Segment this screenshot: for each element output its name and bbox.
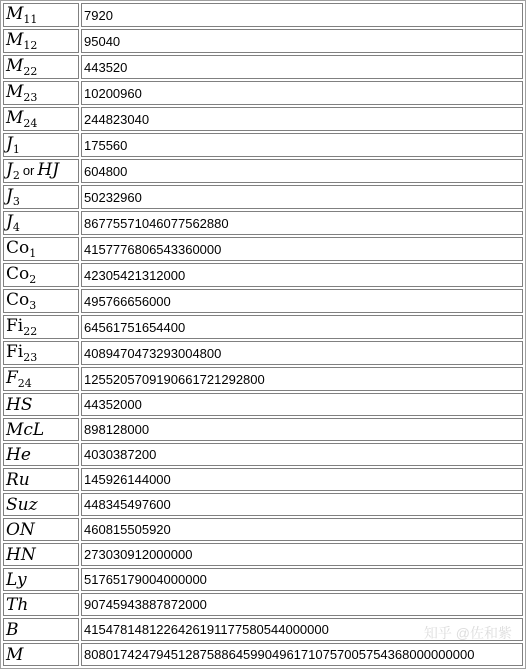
group-order: 495766656000	[81, 289, 523, 313]
group-order: 4154781481226426191177580544000000	[81, 618, 523, 641]
group-name	[3, 3, 79, 27]
group-symbol: Fi	[6, 316, 24, 336]
group-order: 808017424794512875886459904961710757005754368000000000	[81, 643, 523, 666]
table-row	[3, 289, 523, 313]
group-order: 95040	[81, 29, 523, 53]
group-symbol: F	[6, 368, 18, 388]
group-subscript: 23	[23, 91, 38, 104]
group-order: 460815505920	[81, 518, 523, 541]
group-symbol: Co	[6, 290, 30, 310]
group-subscript: 24	[23, 117, 38, 130]
group-symbol: J	[6, 160, 13, 180]
group-subscript: 22	[23, 325, 38, 338]
table-row	[3, 55, 523, 79]
table-row	[3, 3, 523, 27]
group-name	[3, 55, 79, 79]
table-row	[3, 107, 523, 131]
table-row	[3, 185, 523, 209]
group-symbol: J	[6, 212, 13, 232]
group-name	[3, 211, 79, 235]
table-row	[3, 468, 523, 491]
group-symbol: Ly	[6, 569, 27, 590]
group-name	[3, 107, 79, 131]
group-order: 64561751654400	[81, 315, 523, 339]
group-name	[3, 237, 79, 261]
group-symbol: M	[6, 56, 24, 76]
group-name	[3, 493, 79, 516]
group-symbol: B	[6, 619, 19, 640]
group-symbol: M	[6, 82, 24, 102]
group-order: 1255205709190661721292800	[81, 367, 523, 391]
group-name	[3, 133, 79, 157]
table-row	[3, 418, 523, 441]
group-order: 4157776806543360000	[81, 237, 523, 261]
group-order: 175560	[81, 133, 523, 157]
group-order: 7920	[81, 3, 523, 27]
group-subscript: 2	[29, 273, 37, 286]
group-order: 4089470473293004800	[81, 341, 523, 365]
group-name	[3, 185, 79, 209]
group-order: 604800	[81, 159, 523, 183]
table-row	[3, 443, 523, 466]
group-symbol: Suz	[6, 494, 38, 515]
group-order: 443520	[81, 55, 523, 79]
group-subscript: 3	[12, 195, 20, 208]
group-name	[3, 518, 79, 541]
group-name	[3, 393, 79, 416]
group-order: 86775571046077562880	[81, 211, 523, 235]
group-subscript: 24	[17, 377, 32, 390]
group-symbol: M	[6, 644, 24, 665]
group-symbol: M	[6, 108, 24, 128]
group-symbol: Fi	[6, 342, 24, 362]
group-name	[3, 543, 79, 566]
table-row	[3, 593, 523, 616]
table-row	[3, 81, 523, 105]
group-order: 4030387200	[81, 443, 523, 466]
group-order: 898128000	[81, 418, 523, 441]
table-row	[3, 393, 523, 416]
group-subscript: 22	[23, 65, 38, 78]
group-symbol: M	[6, 4, 24, 24]
group-symbol: ON	[6, 519, 35, 540]
table-row	[3, 29, 523, 53]
group-symbol: Th	[6, 594, 29, 615]
group-order: 44352000	[81, 393, 523, 416]
group-name	[3, 618, 79, 641]
group-name	[3, 159, 79, 183]
table-row	[3, 237, 523, 261]
group-name	[3, 367, 79, 391]
group-symbol: Co	[6, 238, 30, 258]
group-name	[3, 81, 79, 105]
group-order: 10200960	[81, 81, 523, 105]
group-subscript: 23	[23, 351, 38, 364]
group-subscript: 1	[29, 247, 37, 260]
group-name	[3, 29, 79, 53]
group-order: 273030912000000	[81, 543, 523, 566]
group-symbol: HS	[6, 394, 33, 415]
table-row	[3, 493, 523, 516]
table-row	[3, 568, 523, 591]
group-symbol: J	[6, 186, 13, 206]
group-name	[3, 341, 79, 365]
table-row	[3, 543, 523, 566]
group-name	[3, 418, 79, 441]
table-row	[3, 341, 523, 365]
group-name	[3, 263, 79, 287]
group-name	[3, 315, 79, 339]
table-row	[3, 518, 523, 541]
group-subscript: 11	[23, 13, 38, 26]
group-name	[3, 468, 79, 491]
group-subscript: 2	[12, 169, 20, 182]
watermark: 知乎 @佐和紫	[423, 625, 512, 641]
group-subscript: 12	[23, 39, 38, 52]
group-symbol: M	[6, 30, 24, 50]
group-name	[3, 568, 79, 591]
table-row	[3, 263, 523, 287]
group-symbol: He	[6, 444, 31, 465]
table-row	[3, 133, 523, 157]
group-symbol: J	[6, 134, 13, 154]
table-row	[3, 367, 523, 391]
table-row	[3, 315, 523, 339]
table-row	[3, 159, 523, 183]
group-order: 145926144000	[81, 468, 523, 491]
group-subscript: 4	[12, 221, 20, 234]
group-subscript: 3	[29, 299, 37, 312]
group-subscript: 1	[12, 143, 20, 156]
group-order: 51765179004000000	[81, 568, 523, 591]
table-row	[3, 211, 523, 235]
group-order: 448345497600	[81, 493, 523, 516]
group-symbol: Co	[6, 264, 30, 284]
or-connector: or	[22, 163, 35, 178]
group-symbol: Ru	[6, 469, 30, 490]
group-symbol: HN	[6, 544, 36, 565]
group-alt-symbol: HJ	[37, 160, 60, 180]
group-name	[3, 593, 79, 616]
group-name	[3, 443, 79, 466]
group-name	[3, 289, 79, 313]
group-order: 90745943887872000	[81, 593, 523, 616]
group-symbol: McL	[6, 419, 45, 440]
group-order: 244823040	[81, 107, 523, 131]
group-order: 50232960	[81, 185, 523, 209]
group-order: 42305421312000	[81, 263, 523, 287]
